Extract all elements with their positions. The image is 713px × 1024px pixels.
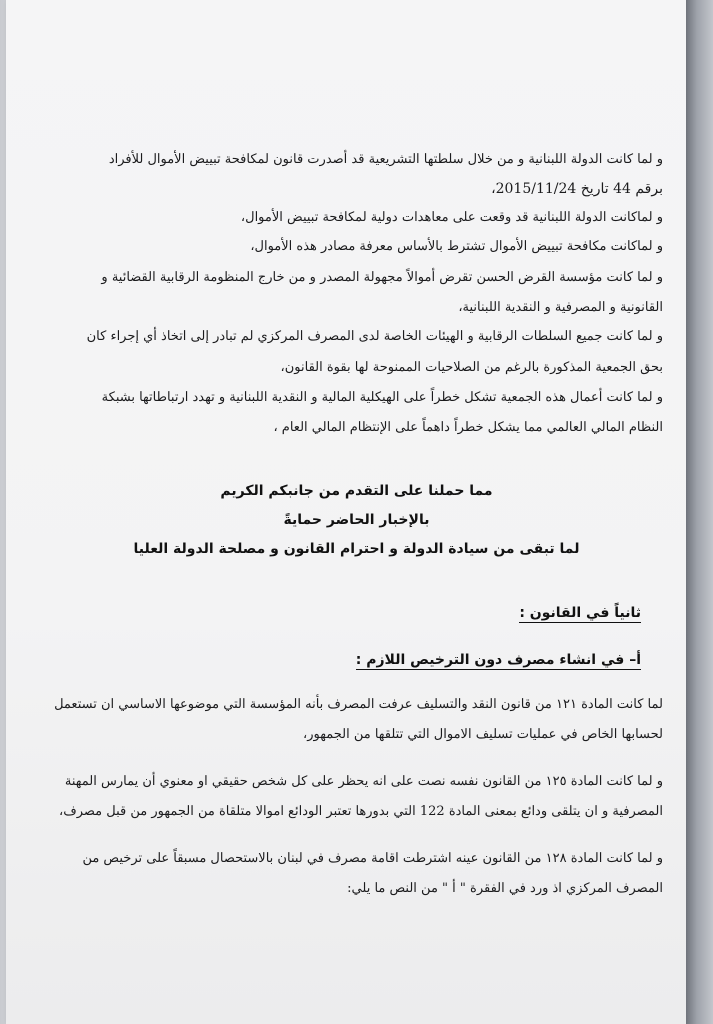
subsection-heading-text: أ– في انشاء مصرف دون الترخيص اللازم : [355, 652, 641, 668]
request-line-2: بالإخبار الحاضر حمايةً [283, 512, 430, 528]
text-line: و لماكانت مكافحة تبييض الأموال تشترط بالأساس معرفة مصادر هذه الأموال، [250, 239, 663, 254]
text-line: المصرفية و ان يتلقى ودائع بمعنى المادة 122 التي بدورها تعتبر الودائع اموالا متلقاة من الجمهور من قبل مصرف، [59, 804, 663, 819]
text-line: برقم 44 تاريخ 2015/11/24، [491, 181, 663, 197]
text-line: القانونية و المصرفية و النقدية اللبنانية، [458, 300, 663, 315]
request-line-1: مما حملنا على التقدم من جانبكم الكريم [220, 483, 493, 499]
text-line: لما كانت المادة ١٢١ من قانون النقد والتسليف عرفت المصرف بأنه المؤسسة التي موضوعها الاساسي ان تستعمل [54, 697, 663, 712]
text-line: و لما كانت جميع السلطات الرقابية و الهيئات الخاصة لدى المصرف المركزي لم تبادر إلى اتخاذ أي إجراء كان [86, 329, 663, 344]
text-line: و لما كانت الدولة اللبنانية و من خلال سلطتها التشريعية قد أصدرت قانون لمكافحة تبييض الأموال للأفراد [108, 152, 663, 167]
text-line: المصرف المركزي اذ ورد في الفقرة " أ " من النص ما يلي: [347, 881, 663, 896]
request-line-3: لما تبقى من سيادة الدولة و احترام القانون و مصلحة الدولة العليا [133, 541, 580, 557]
text-line: و لما كانت أعمال هذه الجمعية تشكل خطراً على الهيكلية المالية و النقدية اللبنانية و تهدد ارتباطاتها بشبكة [101, 390, 663, 405]
text-line: بحق الجمعية المذكورة بالرغم من الصلاحيات الممنوحة لها بقوة القانون، [280, 360, 663, 375]
text-line: و لماكانت الدولة اللبنانية قد وقعت على معاهدات دولية لمكافحة تبييض الأموال، [240, 210, 663, 225]
text-line: و لما كانت مؤسسة القرض الحسن تقرض أموالاً مجهولة المصدر و من خارج المنظومة الرقابية القضائية و [101, 270, 663, 285]
text-line: لحسابها الخاص في عمليات تسليف الاموال التي تتلقها من الجمهور، [303, 727, 663, 742]
section-heading-text: ثانياً في القانون : [519, 605, 641, 621]
text-line: و لما كانت المادة ١٢٨ من القانون عينه اشترطت اقامة مصرف في لبنان بالاستحصال مسبقاً على ترخيص من [82, 851, 663, 866]
section-heading [519, 605, 641, 621]
subsection-heading [356, 652, 641, 668]
text-line: النظام المالي العالمي مما يشكل خطراً داهماً على الإنتظام المالي العام ، [273, 420, 663, 435]
text-line: و لما كانت المادة ١٢٥ من القانون نفسه نصت على انه يحظر على كل شخص حقيقي او معنوي أن يمارس المهنة [64, 774, 663, 789]
